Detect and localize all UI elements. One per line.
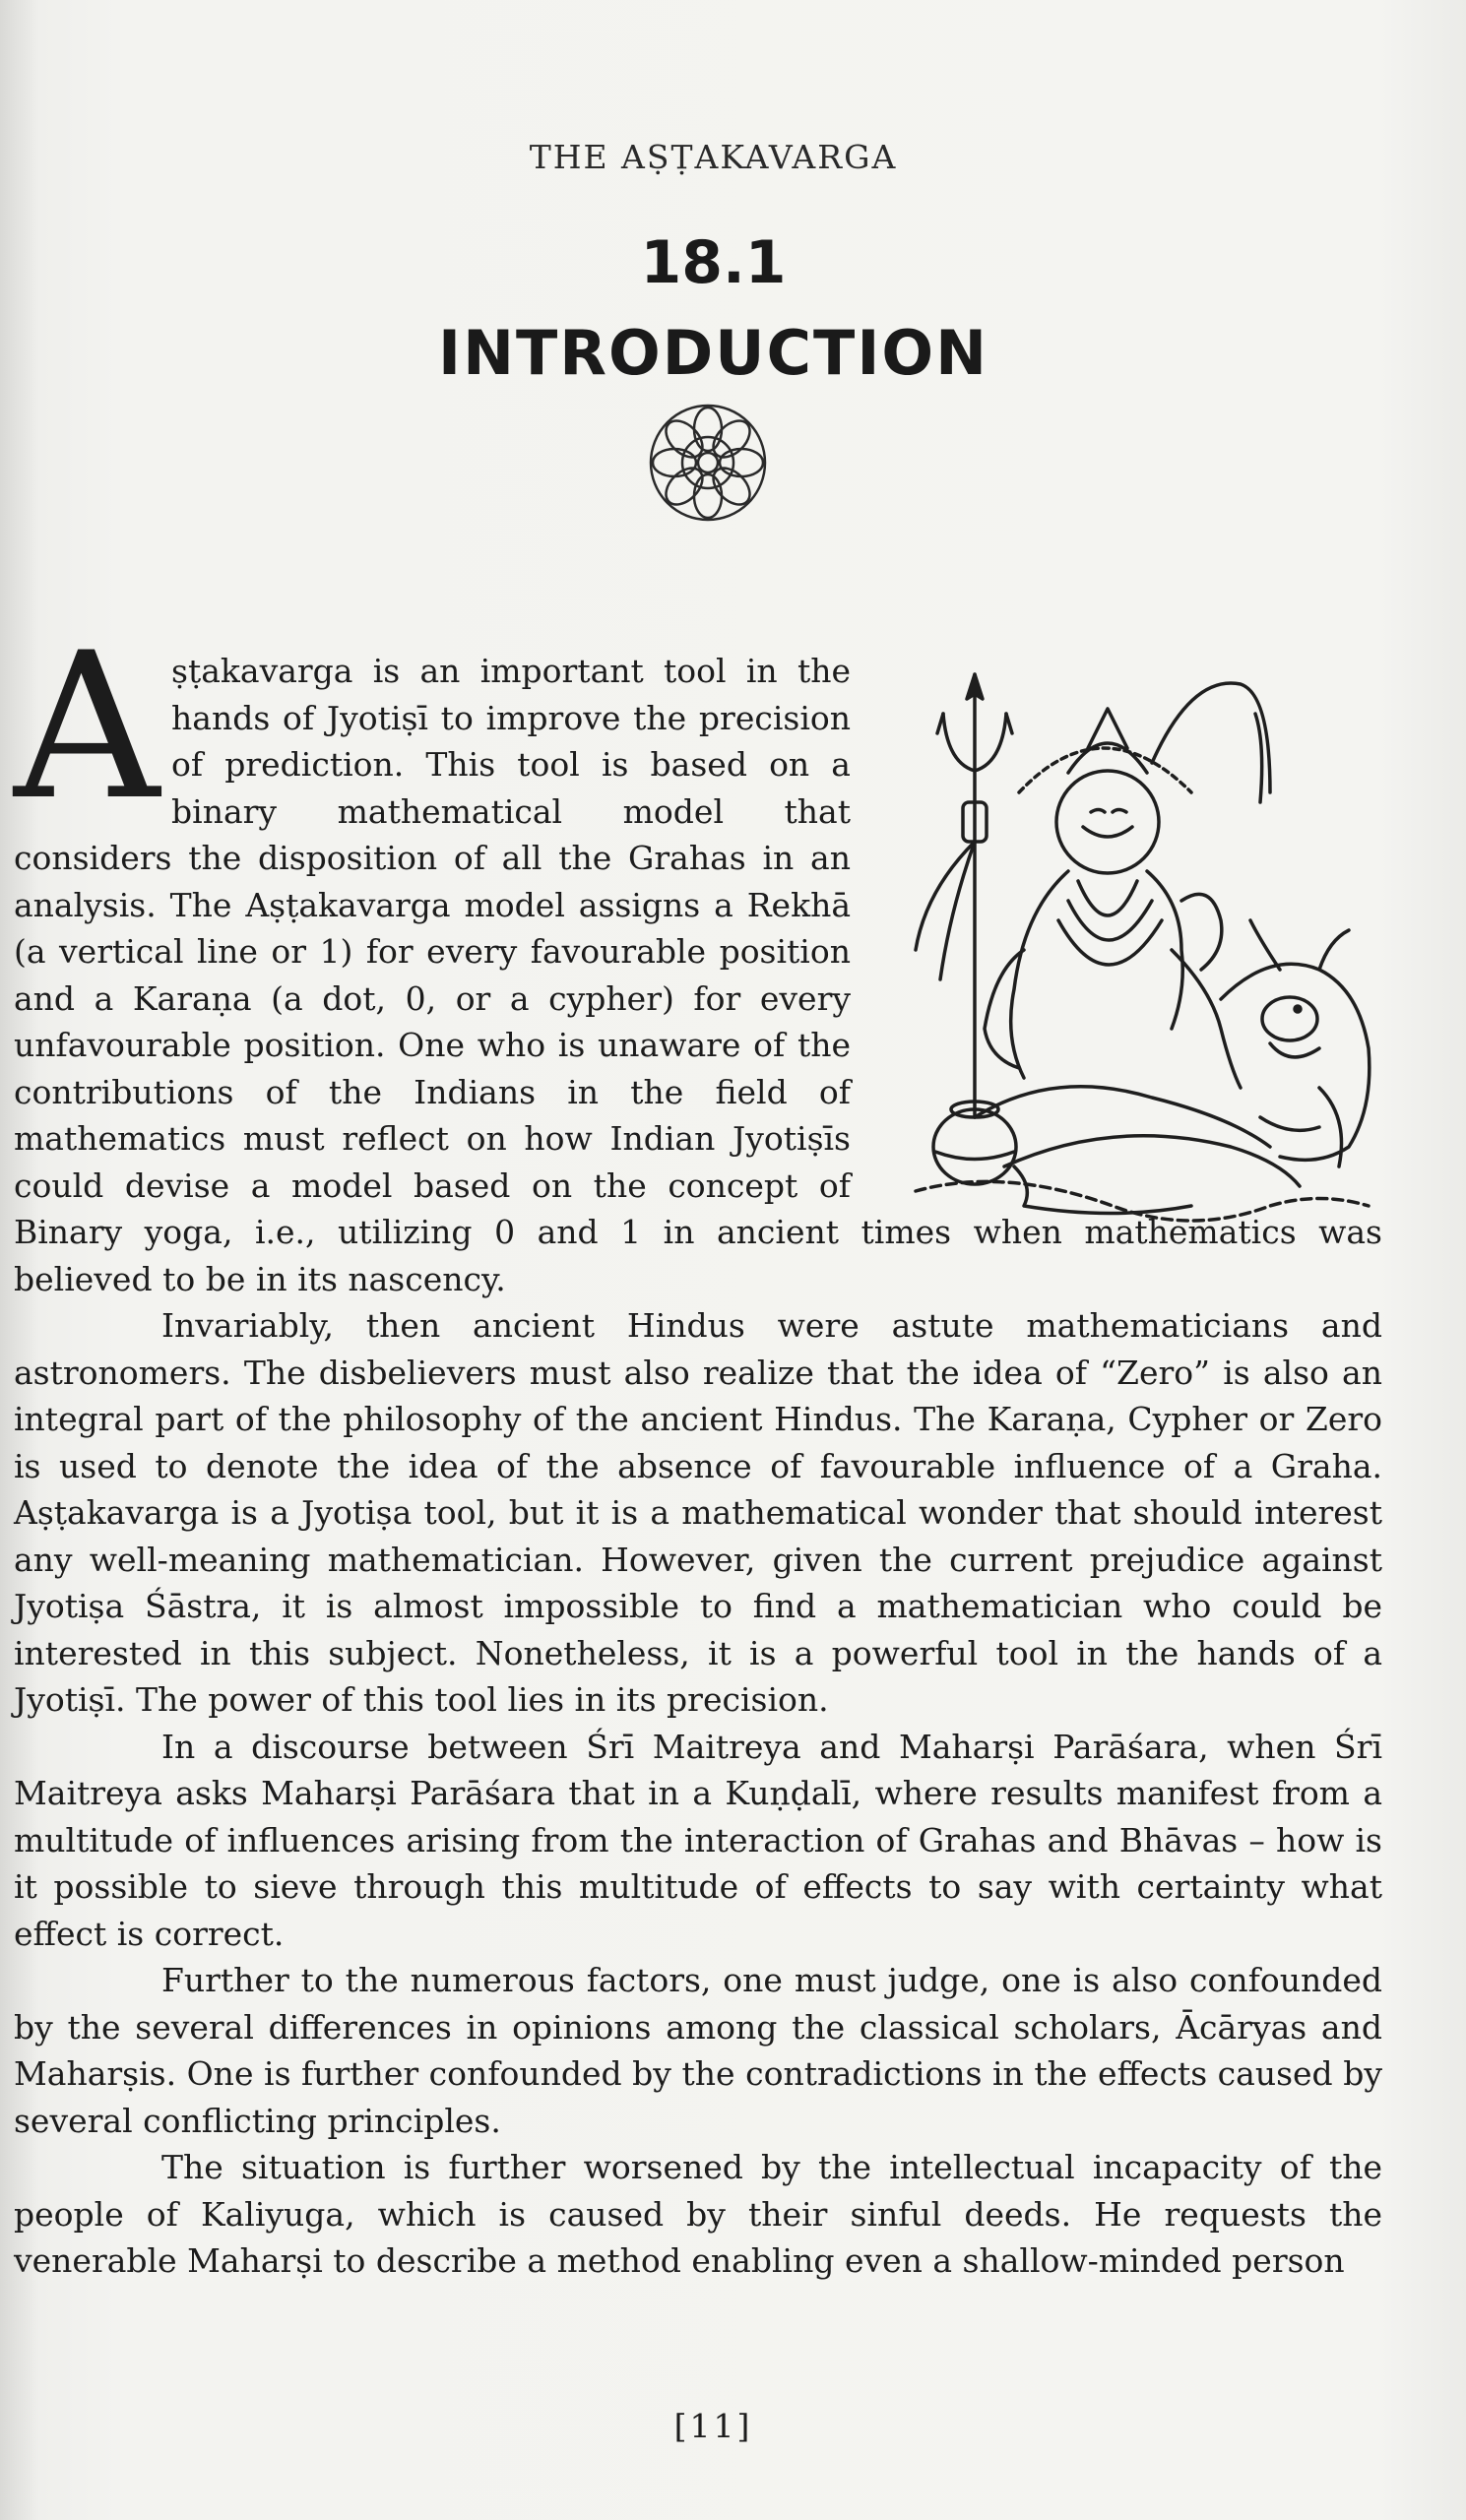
paragraph-1 — [14, 610, 1382, 1302]
running-head: THE AṢṬAKAVARGA — [529, 138, 898, 176]
page-number: [11] — [673, 2407, 753, 2445]
paragraph-2: Invariably, then ancient Hindus were astute mathematicians and astronomers. The disbelievers must also realize that the idea of “Zero” is also an integral part of the philosophy of the ancient Hindus. The Karaṇa, Cypher or Zero is used to denote the idea of the absence of favourable influence of a Graha. Aṣṭakavarga is a Jyotiṣa tool, but it is a mathematical wonder that should interest any well-meaning mathematician. However, given the current prejudice against Jyotiṣa Śāstra, it is almost impossible to find a mathematician who could be interested in this subject. Nonetheless, it is a powerful tool in the hands of a Jyotiṣī. The power of this tool lies in its precision. — [14, 1306, 1382, 1719]
lotus-ornament-icon — [644, 399, 772, 527]
chapter-number: 18.1 — [640, 228, 787, 297]
paragraph-3: In a discourse between Śrī Maitreya and Maharṣi Parāśara, when Śrī Maitreya asks Maharṣi Parāśara that in a Kuṇḍalī, where results manifest from a multitude of influences arising from the interaction of Grahas and Bhāvas – how is it possible to sieve through this multitude of effects to say with certainty what effect is correct. — [14, 1727, 1382, 1953]
chapter-title: INTRODUCTION — [438, 317, 988, 389]
paragraph-5: The situation is further worsened by the intellectual incapacity of the people of Kaliyuga, which is caused by their sinful deeds. He requests the venerable Maharṣi to describe a method enabling even a shallow-minded person — [14, 2148, 1382, 2280]
illustration-float — [870, 652, 1382, 1198]
drop-cap: A — [14, 610, 160, 845]
paragraph-4: Further to the numerous factors, one must judge, one is also confounded by the several differences in opinions among the classical scholars, Ācāryas and Maharṣis. One is further confounded by the contradictions in the effects caused by several conflicting principles. — [14, 1961, 1382, 2140]
body-text — [14, 610, 1382, 2285]
paragraph-1-text: ṣṭakavarga is an important tool in the hands of Jyotiṣī to improve the precision of prediction. This tool is based on a binary mathematical model that considers the disposition of all the Grahas in an analysis. The Aṣṭakavarga model assigns a Rekhā (a vertical line or 1) for every favourable position and a Karaṇa (a dot, 0, or a cypher) for every unfavourable position. One who is unaware of the contributions of the Indians in the field of mathematics must reflect on how Indian Jyotiṣīs could devise a model based on the concept of Binary yoga, i.e., utilizing 0 and 1 in ancient times when mathematics was believed to be in its nascency. — [14, 652, 1382, 1298]
